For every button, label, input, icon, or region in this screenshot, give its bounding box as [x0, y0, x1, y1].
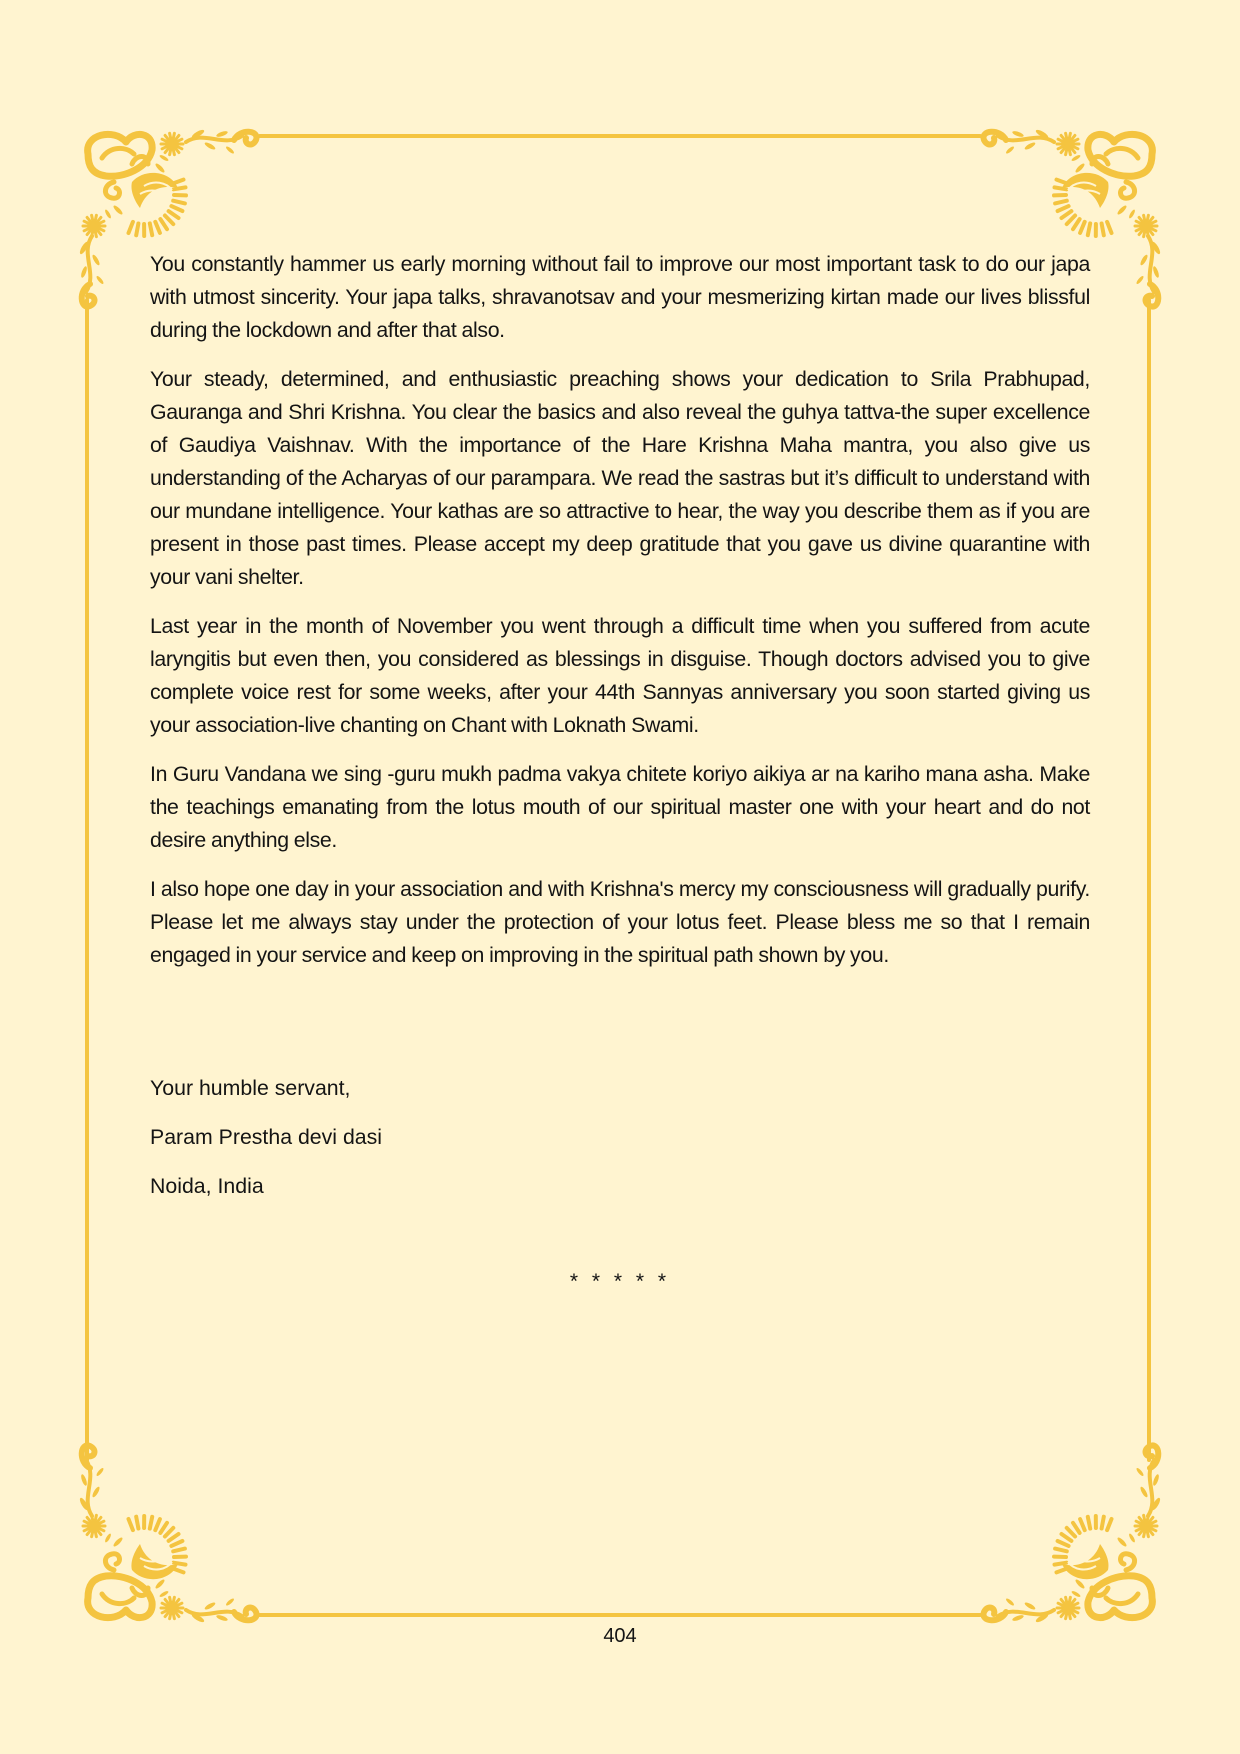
floral-corner-ornament-icon: [970, 1432, 1166, 1628]
page-number: 404: [603, 1625, 637, 1647]
author-location: Noida, India: [150, 1174, 264, 1198]
paragraph: I also hope one day in your association and with Krishna's mercy my consciousness will gradually purify. Please let me always stay under the protection of your lotus feet. Please bless me so that I remain engaged in your service and keep on improving in the spiritual path shown by you.: [150, 877, 1090, 967]
section-separator: * * * * *: [569, 1270, 671, 1293]
paragraph: In Guru Vandana we sing -guru mukh padma vakya chitete koriyo aikiya ar na kariho mana asha. Make the teachings emanating from the lotus mouth of our spiritual master one with your heart and do not desire anything else.: [150, 762, 1090, 852]
author-name: Param Prestha devi dasi: [150, 1125, 383, 1149]
paragraph: Your steady, determined, and enthusiastic preaching shows your dedication to Srila Prabhupad, Gauranga and Shri Krishna. You clear the basics and also reveal the guhya tattva-the super excellence of Gaudiya Vaishnav. With the importance of the Hare Krishna Maha mantra, you also give us understanding of the Acharyas of our parampara. We read the sastras but it’s difficult to understand with our mundane intelligence. Your kathas are so attractive to hear, the way you describe them as if you are present in those past times. Please accept my deep gratitude that you gave us divine quarantine with your vani shelter.: [150, 367, 1090, 589]
paragraph: You constantly hammer us early morning without fail to improve our most important task to do our japa with utmost sincerity. Your japa talks, shravanotsav and your mesmerizing kirtan made our lives blissful during the lockdown and after that also.: [150, 252, 1090, 342]
salutation: Your humble servant,: [150, 1076, 351, 1100]
signature-block: [150, 1072, 382, 1219]
border-bottom-rule: [258, 1613, 982, 1617]
letter-body: [150, 248, 1090, 988]
floral-corner-ornament-icon: [74, 1432, 270, 1628]
border-top-rule: [258, 134, 982, 138]
paragraph: Last year in the month of November you went through a difficult time when you suffered from acute laryngitis but even then, you considered as blessings in disguise. Though doctors advised you to give complete voice rest for some weeks, after your 44th Sannyas anniversary you soon started giving us your association-live chanting on Chant with Loknath Swami.: [150, 614, 1090, 737]
